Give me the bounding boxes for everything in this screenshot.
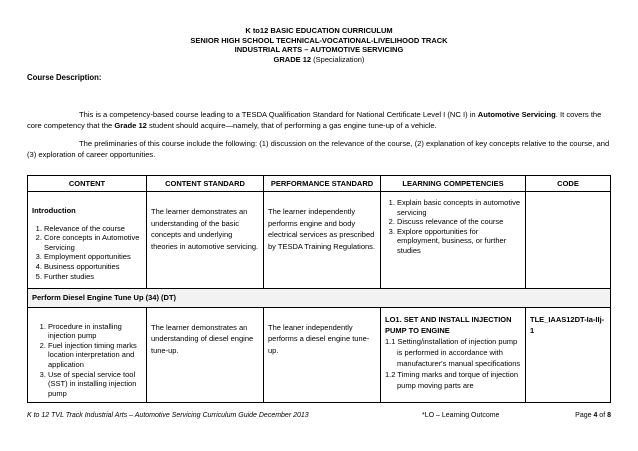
- page-of: of: [597, 412, 608, 419]
- intro-title: Introduction: [32, 206, 76, 215]
- lo-title: LO1. SET AND INSTALL INJECTION PUMP TO ENGINE: [385, 314, 512, 335]
- col-header-code: CODE: [526, 176, 611, 192]
- intro-competencies-cell: [381, 192, 526, 289]
- diesel-content-standard-cell: The learner demonstrates an understanding of diesel engine tune-up.: [147, 307, 264, 403]
- intro-content-cell: [28, 192, 147, 289]
- intro-content-standard-cell: The learner demonstrates an understanding of the basic concepts and underlying theories in automotive servicing.: [147, 192, 264, 289]
- course-description-label: Course Description:: [27, 73, 102, 82]
- section-title: Perform Diesel Engine Tune Up (34) (DT): [28, 289, 611, 308]
- grade-label: GRADE 12: [273, 54, 312, 64]
- list-item: 5. Further studies: [44, 272, 142, 282]
- list-item: 2. Fuel injection timing marks location interpretation and application: [48, 341, 142, 370]
- lo-item-text: Setting/installation of injection pump is performed in accordance with manufacturer's manual specifications: [397, 336, 521, 368]
- curriculum-table: [27, 175, 611, 403]
- p1-text-c: . It covers the core competency that the: [27, 110, 602, 130]
- course-description-paragraph-2: The preliminaries of this course include the following: (1) discussion on the relevance of the course, (2) explanation of key concepts relative to the course, and (3) exploration of career opportunities.: [27, 139, 610, 159]
- course-description-paragraph-1: [27, 109, 611, 131]
- diesel-list: [32, 322, 142, 399]
- page-current: 4: [593, 412, 598, 419]
- intro-list: [32, 224, 142, 282]
- list-item: 1. Procedure in installing injection pump: [48, 322, 142, 341]
- lo-item-number: 1.2: [385, 369, 396, 379]
- document-header: [0, 26, 638, 64]
- list-item: [385, 369, 521, 391]
- lo-item-text: Timing marks and torque of injection pump moving parts are: [397, 369, 519, 390]
- lo-item-number: 1.1: [385, 336, 396, 346]
- table-row: [28, 307, 611, 403]
- page-total: 8: [607, 412, 611, 419]
- intro-competencies-list: [385, 198, 521, 256]
- footer-guide-title: K to 12 TVL Track Industrial Arts – Automotive Servicing Curriculum Guide December 2013: [27, 412, 309, 419]
- list-item: 1. Relevance of the course: [44, 224, 142, 234]
- footer-page-number: [575, 412, 611, 421]
- header-line-3: INDUSTRIAL ARTS – AUTOMOTIVE SERVICING: [234, 45, 404, 55]
- col-header-performance-standard: PERFORMANCE STANDARD: [264, 176, 381, 192]
- grade-note: (Specialization): [313, 54, 365, 64]
- footer-lo-note: *LO – Learning Outcome: [422, 412, 500, 419]
- page-footer: [27, 412, 611, 421]
- col-header-content-standard: CONTENT STANDARD: [147, 176, 264, 192]
- header-line-2: SENIOR HIGH SCHOOL TECHNICAL-VOCATIONAL-LIVELIHOOD TRACK: [190, 35, 448, 45]
- diesel-competencies-cell: [381, 307, 526, 403]
- p1-text-d: Grade 12: [114, 121, 147, 130]
- page-prefix: Page: [575, 412, 594, 419]
- diesel-performance-standard-cell: The leaner independently performs a diesel engine tune-up.: [264, 307, 381, 403]
- list-item: 2. Discuss relevance of the course: [397, 217, 521, 227]
- diesel-code-cell: TLE_IAAS12DT-Ia-IIj-1: [526, 307, 611, 403]
- col-header-learning-competencies: LEARNING COMPETENCIES: [381, 176, 526, 192]
- list-item: 2. Core concepts in Automotive Servicing: [44, 233, 142, 252]
- col-header-content: CONTENT: [28, 176, 147, 192]
- list-item: 3. Explore opportunities for employment, business, or further studies: [397, 227, 521, 256]
- p1-text-e: student should acquire—namely, that of performing a gas engine tune-up of a vehicle.: [146, 121, 437, 130]
- header-grade: [0, 55, 638, 65]
- intro-performance-standard-cell: The learner independently performs engine and body electrical services as prescribed by TESDA Training Regulations.: [264, 192, 381, 289]
- intro-code-cell: [526, 192, 611, 289]
- section-row: [28, 289, 611, 308]
- p1-text-b: Automotive Servicing: [477, 110, 556, 119]
- list-item: 4. Business opportunities: [44, 262, 142, 272]
- header-line-1: K to12 BASIC EDUCATION CURRICULUM: [245, 26, 393, 35]
- list-item: 3. Use of special service tool (SST) in installing injection pump: [48, 370, 142, 399]
- list-item: 1. Explain basic concepts in automotive servicing: [397, 198, 521, 217]
- list-item: 3. Employment opportunities: [44, 252, 142, 262]
- diesel-content-cell: [28, 307, 147, 403]
- p1-text-a: This is a competency-based course leading to a TESDA Qualification Standard for National Certificate Level I (NC I) in: [79, 110, 478, 119]
- table-row: [28, 192, 611, 289]
- list-item: [385, 336, 521, 369]
- table-header-row: [28, 176, 611, 192]
